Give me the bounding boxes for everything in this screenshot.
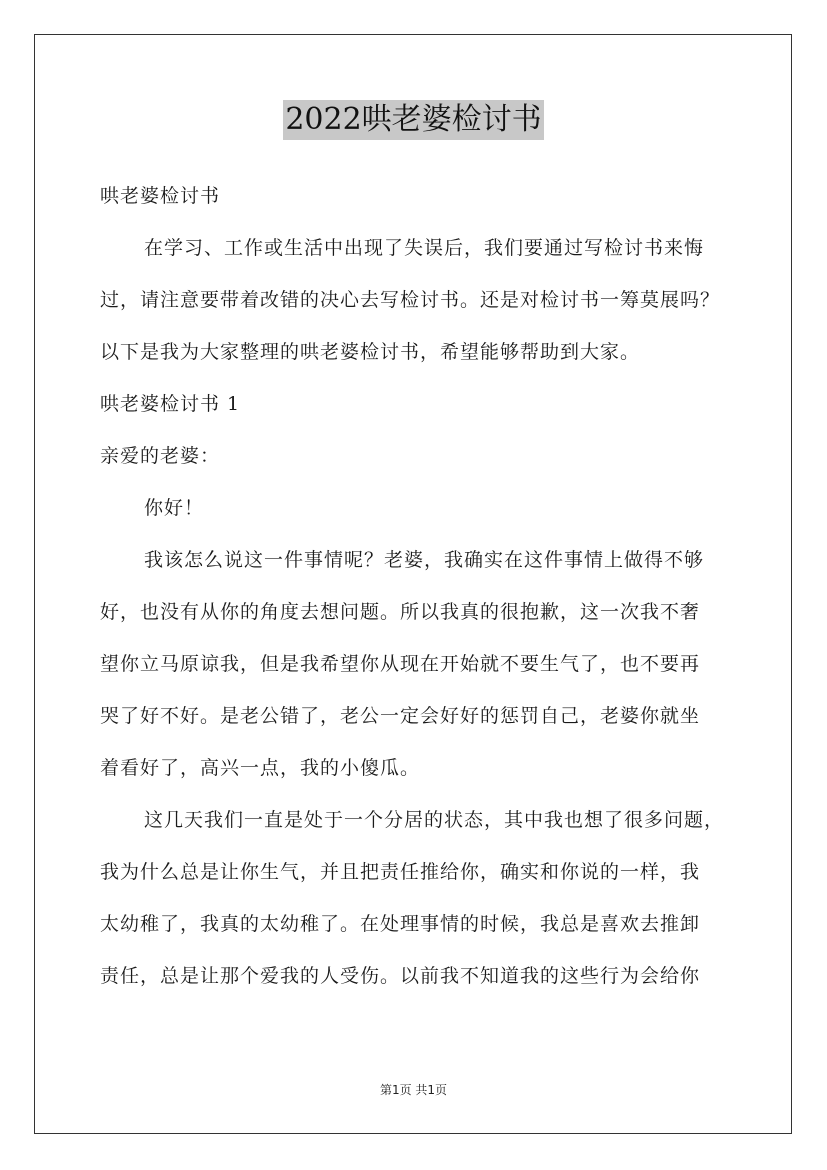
section-heading: 哄老婆检讨书 (100, 185, 221, 207)
paragraph-line: 哭了好不好。是老公错了，老公一定会好好的惩罚自己，老婆你就坐 (100, 705, 701, 727)
salutation: 亲爱的老婆： (100, 445, 221, 467)
document-title: 2022哄老婆检讨书 (283, 100, 543, 140)
paragraph-line: 这几天我们一直是处于一个分居的状态，其中我也想了很多问题， (144, 809, 725, 831)
paragraph-line: 责任，总是让那个爱我的人受伤。以前我不知道我的这些行为会给你 (100, 965, 701, 987)
paragraph-line: 在学习、工作或生活中出现了失误后，我们要通过写检讨书来悔 (144, 237, 705, 259)
paragraph-line: 太幼稚了，我真的太幼稚了。在处理事情的时候，我总是喜欢去推卸 (100, 913, 701, 935)
page-footer: 第1页 共1页 (379, 1083, 448, 1097)
paragraph-line: 我为什么总是让你生气，并且把责任推给你，确实和你说的一样，我 (100, 861, 701, 883)
paragraph-line: 过，请注意要带着改错的决心去写检讨书。还是对检讨书一筹莫展吗？ (100, 289, 721, 311)
greeting: 你好！ (144, 497, 205, 519)
paragraph-line: 我该怎么说这一件事情呢？老婆，我确实在这件事情上做得不够 (144, 549, 705, 571)
title-container (0, 100, 827, 140)
paragraph-line: 好，也没有从你的角度去想问题。所以我真的很抱歉，这一次我不奢 (100, 601, 701, 623)
paragraph-line: 以下是我为大家整理的哄老婆检讨书，希望能够帮助到大家。 (100, 341, 641, 363)
document-body (100, 170, 740, 1002)
section-heading: 哄老婆检讨书 1 (100, 393, 241, 415)
paragraph-line: 望你立马原谅我，但是我希望你从现在开始就不要生气了，也不要再 (100, 653, 701, 675)
paragraph-line: 着看好了，高兴一点，我的小傻瓜。 (100, 757, 421, 779)
